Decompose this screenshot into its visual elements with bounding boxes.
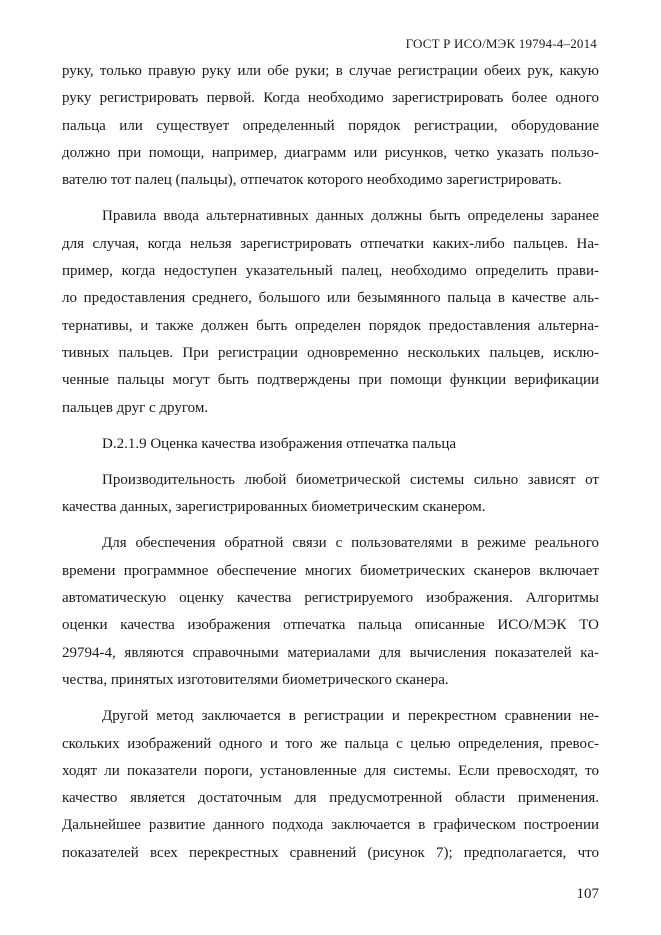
- text-line: Производительность любой биометрической системы сильно зависят от: [102, 471, 599, 488]
- text-line: руку, только правую руку или обе руки; в случае регистрации обеих рук, какую: [62, 63, 599, 79]
- document-header: ГОСТ Р ИСО/МЭК 19794-4–2014: [405, 36, 597, 51]
- text-line: чества, принятых изготовителями биометрического сканера.: [62, 671, 449, 688]
- paragraph-1: [62, 58, 599, 194]
- text-line: пальца или существует определенный порядок регистрации, оборудование: [62, 117, 599, 134]
- text-line: руку регистрировать первой. Когда необходимо зарегистрировать более одного: [62, 90, 599, 107]
- text-line: тивных пальцев. При регистрации одновременно нескольких пальцев, исклю-: [62, 344, 599, 361]
- text-line: качество является достаточным для предусмотренной области применения.: [62, 790, 599, 807]
- body-text: [62, 58, 599, 867]
- text-line: ло предоставления среднего, большого или безымянного пальца в качестве аль-: [62, 290, 599, 307]
- text-line: скольких изображений одного и того же пальца с целью определения, превос-: [62, 735, 599, 752]
- text-line: Другой метод заключается в регистрации и перекрестном сравнении не-: [102, 708, 599, 725]
- text-line: Для обеспечения обратной связи с пользователями в режиме реального: [102, 535, 599, 552]
- text-line: пример, когда недоступен указательный палец, необходимо определить прави-: [62, 263, 599, 280]
- text-line: ченные пальцы могут быть подтверждены при помощи функции верификации: [62, 372, 599, 389]
- text-line: качества данных, зарегистрированных биометрическим сканером.: [62, 499, 486, 516]
- paragraph-2: [62, 203, 599, 421]
- text-line: должно при помощи, например, диаграмм или рисунков, четко указать пользо-: [62, 144, 599, 161]
- text-line: Дальнейшее развитие данного подхода заключается в графическом построении: [62, 817, 599, 834]
- text-line: вателю тот палец (пальцы), отпечаток которого необходимо зарегистрировать.: [62, 172, 562, 189]
- paragraph-5: [62, 703, 599, 867]
- text-line: ходят ли показатели пороги, установленные для системы. Если превосходят, то: [62, 762, 599, 779]
- paragraph-4: [62, 530, 599, 694]
- text-line: автоматическую оценку качества регистрируемого изображения. Алгоритмы: [62, 590, 599, 607]
- paragraph-3: [62, 467, 599, 522]
- section-heading: D.2.1.9 Оценка качества изображения отпечатка пальца: [102, 435, 457, 452]
- text-line: для случая, когда нельзя зарегистрировать отпечатки каких-либо пальцев. На-: [62, 235, 599, 252]
- text-line: пальцев друг с другом.: [62, 399, 209, 416]
- text-line: 29794-4, являются справочными материалами для вычисления показателей ка-: [62, 644, 599, 661]
- text-line: показателей всех перекрестных сравнений (рисунок 7); предполагается, что: [62, 844, 599, 861]
- text-line: Правила ввода альтернативных данных должны быть определены заранее: [102, 208, 599, 225]
- text-line: тернативы, и также должен быть определен порядок предоставления альтерна-: [62, 317, 599, 334]
- text-line: оценки качества изображения отпечатка пальца описанные ИСО/МЭК ТО: [62, 617, 599, 634]
- text-line: времени программное обеспечение многих биометрических сканеров включает: [62, 562, 599, 579]
- page-number: 107: [576, 886, 599, 902]
